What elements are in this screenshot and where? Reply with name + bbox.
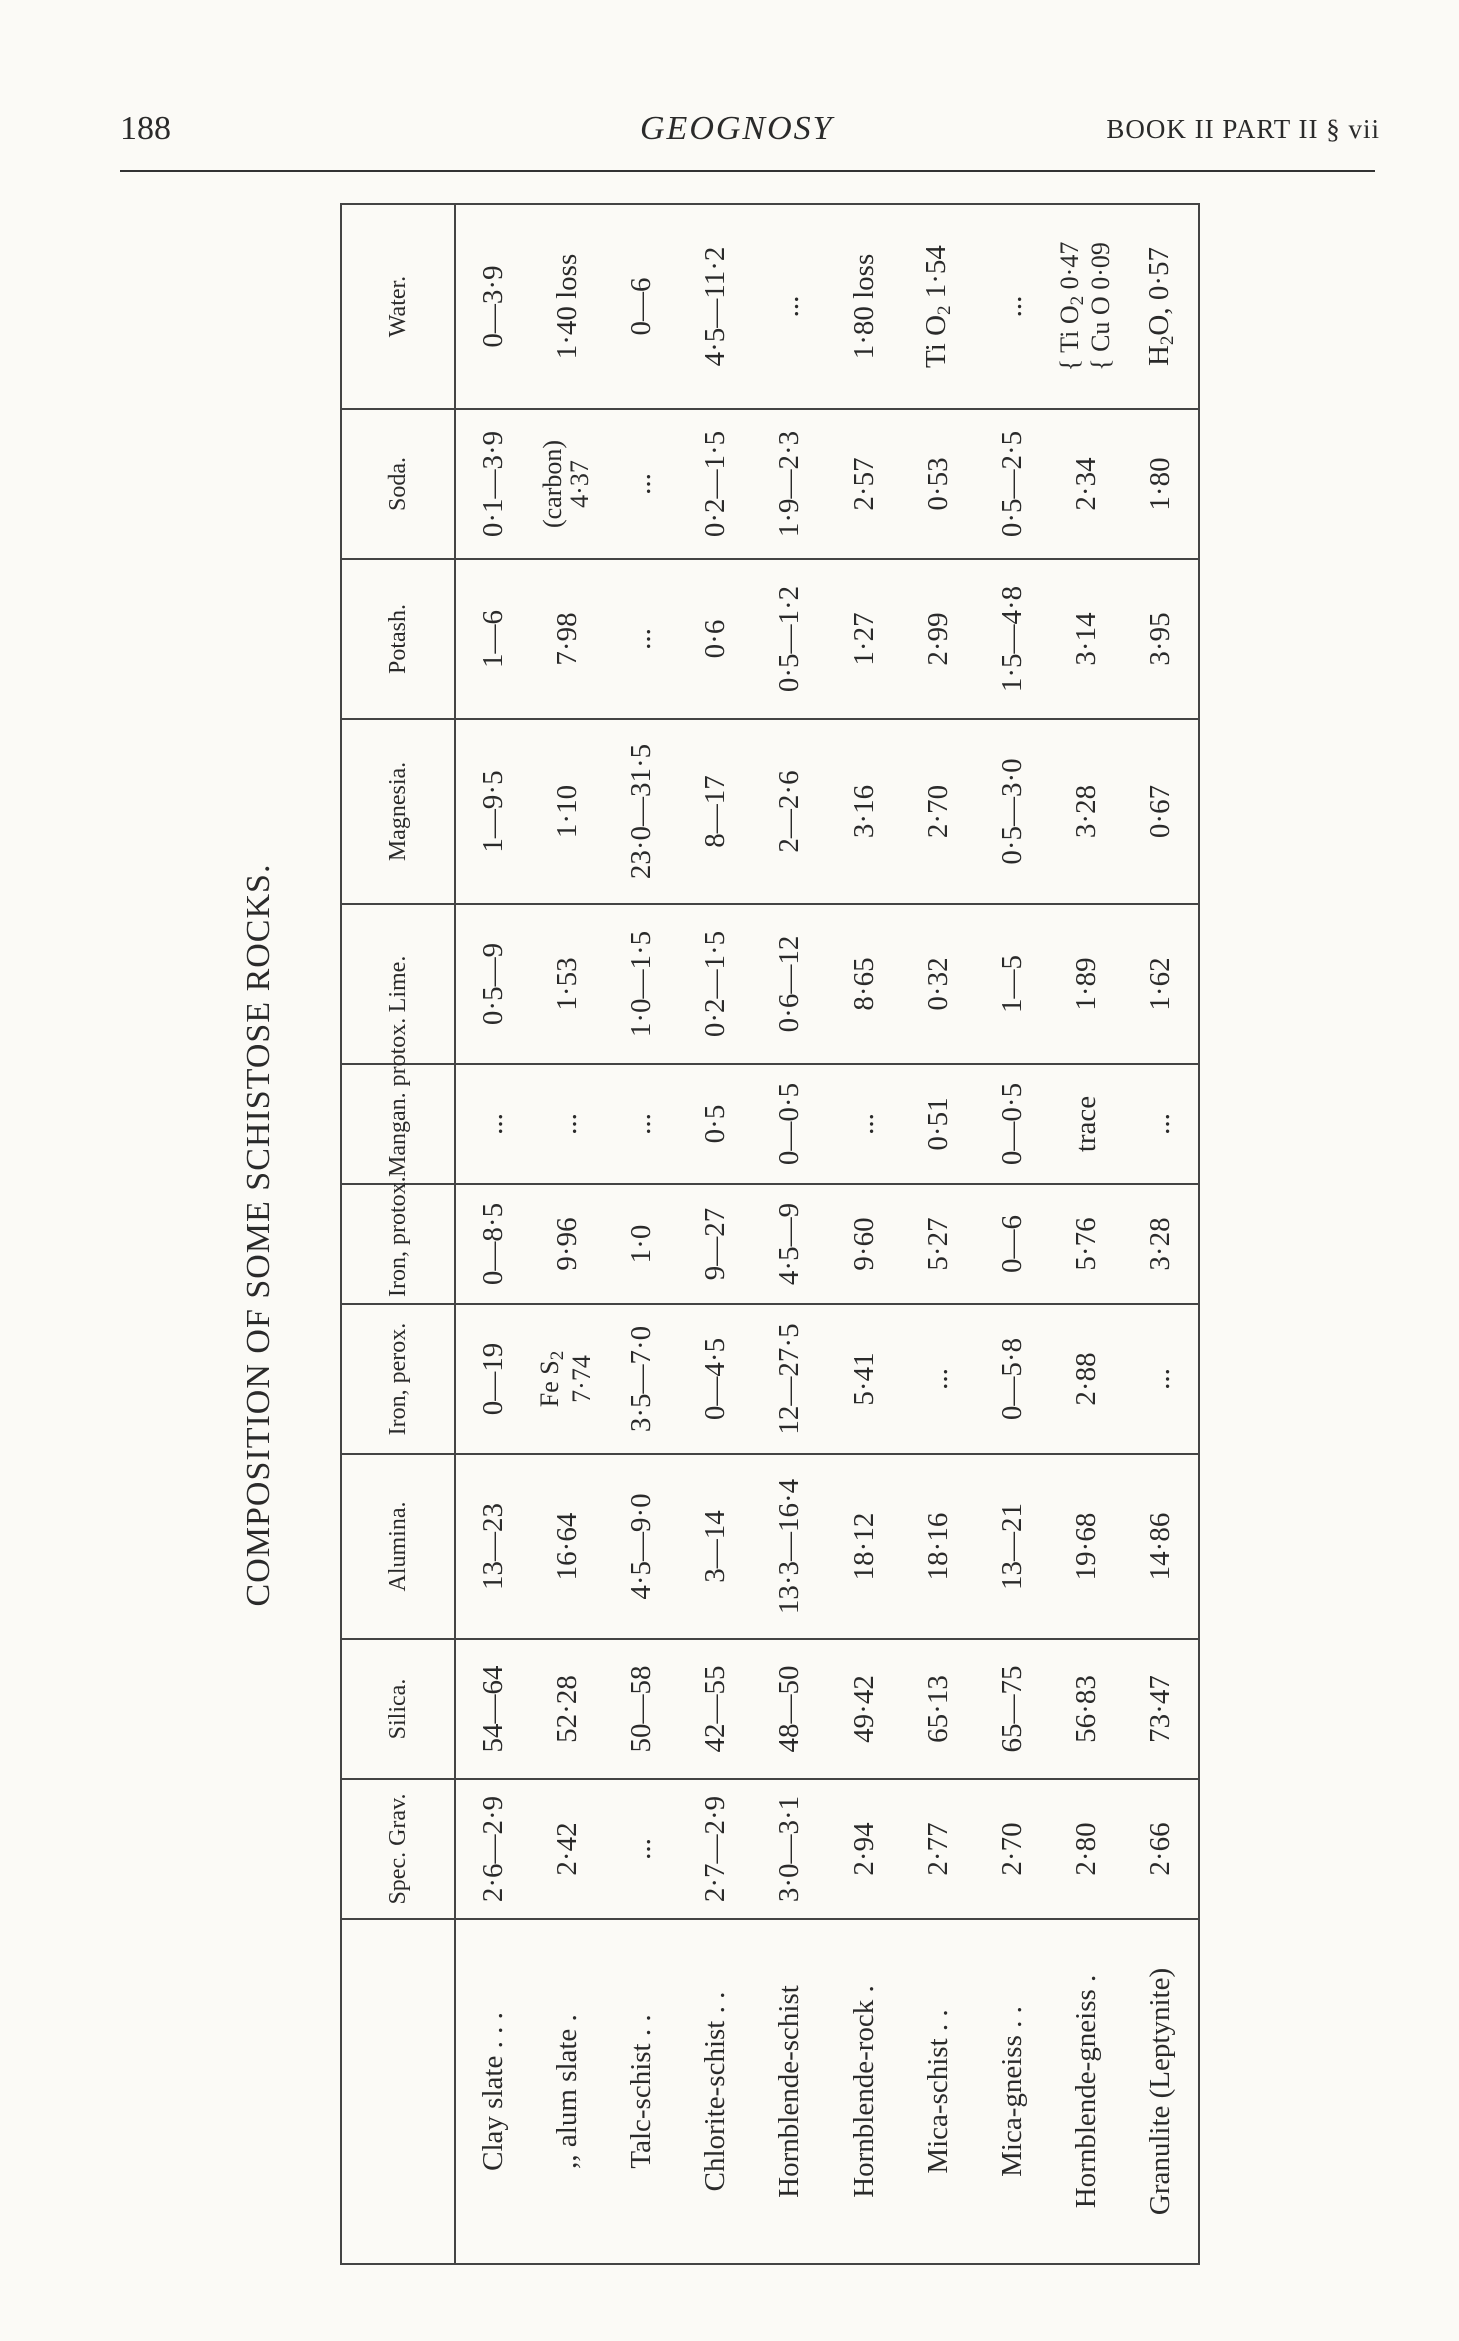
- potash-cell: 3·95: [1124, 559, 1199, 719]
- rock-name-cell: Hornblende-schist: [753, 1919, 827, 2264]
- soda-cell: 2·34: [1049, 409, 1123, 559]
- potash-cell: 2·99: [901, 559, 975, 719]
- potash-cell: 7·98: [530, 559, 604, 719]
- iron-protox-cell: 0—8·5: [455, 1184, 530, 1304]
- lime-cell: 0·5—9: [455, 904, 530, 1064]
- magnesia-cell: 3·16: [827, 719, 901, 904]
- lime-cell: 0·6—12: [753, 904, 827, 1064]
- alumina-cell: 13·3—16·4: [753, 1454, 827, 1639]
- lime-cell: 1·53: [530, 904, 604, 1064]
- iron-perox-cell: ...: [901, 1304, 975, 1454]
- column-header-mangan-protox: Mangan. protox.: [341, 1064, 455, 1184]
- iron-perox-cell: 2·88: [1049, 1304, 1123, 1454]
- silica-cell: 48—50: [753, 1639, 827, 1779]
- rock-name-cell: Talc-schist . .: [604, 1919, 678, 2264]
- potash-cell: 1·5—4·8: [975, 559, 1049, 719]
- column-header-rock: [341, 1919, 455, 2264]
- iron-perox-cell: 0—5·8: [975, 1304, 1049, 1454]
- column-header-magnesia: Magnesia.: [341, 719, 455, 904]
- iron-perox-cell: 3·5—7·0: [604, 1304, 678, 1454]
- water-cell: [1124, 204, 1199, 409]
- lime-cell: 0·2—1·5: [679, 904, 753, 1064]
- alumina-cell: 18·16: [901, 1454, 975, 1639]
- magnesia-cell: 0·5—3·0: [975, 719, 1049, 904]
- spec-grav-cell: 2·6—2·9: [455, 1779, 530, 1919]
- magnesia-cell: 3·28: [1049, 719, 1123, 904]
- water-cell: 4·5—11·2: [679, 204, 753, 409]
- silica-cell: 65·13: [901, 1639, 975, 1779]
- soda-cell: 0·1—3·9: [455, 409, 530, 559]
- table-row: [530, 204, 604, 2264]
- alumina-cell: 19·68: [1049, 1454, 1123, 1639]
- soda-value: 4·37: [565, 460, 595, 508]
- section-reference: BOOK II PART II § vii: [1106, 114, 1380, 144]
- column-header-silica: Silica.: [341, 1639, 455, 1779]
- rock-name-cell: Chlorite-schist . .: [679, 1919, 753, 2264]
- silica-cell: 50—58: [604, 1639, 678, 1779]
- rock-name-cell: Hornblende-rock .: [827, 1919, 901, 2264]
- iron-perox-cell: 5·41: [827, 1304, 901, 1454]
- alumina-cell: 16·64: [530, 1454, 604, 1639]
- water-cell: [901, 204, 975, 409]
- mangan-protox-cell: 0·5: [679, 1064, 753, 1184]
- water-cell: 0—6: [604, 204, 678, 409]
- iron-perox-cell: 0—4·5: [679, 1304, 753, 1454]
- silica-cell: 56·83: [1049, 1639, 1123, 1779]
- rock-name-cell: ,, alum slate .: [530, 1919, 604, 2264]
- soda-cell: 0·5—2·5: [975, 409, 1049, 559]
- iron-perox-cell: ...: [1124, 1304, 1199, 1454]
- iron-protox-cell: 9—27: [679, 1184, 753, 1304]
- running-title: GEOGNOSY: [640, 110, 834, 147]
- column-header-potash: Potash.: [341, 559, 455, 719]
- rock-name-cell: Mica-schist . .: [901, 1919, 975, 2264]
- water-cell: 1·40 loss: [530, 204, 604, 409]
- table-row: [1049, 204, 1123, 2264]
- potash-cell: 0·6: [679, 559, 753, 719]
- silica-cell: 42—55: [679, 1639, 753, 1779]
- iron-protox-cell: 9·96: [530, 1184, 604, 1304]
- header-rule: [120, 170, 1375, 172]
- composition-table: [340, 203, 1200, 2265]
- potash-cell: 3·14: [1049, 559, 1123, 719]
- column-header-lime: Lime.: [341, 904, 455, 1064]
- soda-cell: 1·80: [1124, 409, 1199, 559]
- table-row: [1124, 204, 1199, 2264]
- iron-protox-cell: 0—6: [975, 1184, 1049, 1304]
- column-header-soda: Soda.: [341, 409, 455, 559]
- iron-protox-cell: 4·5—9: [753, 1184, 827, 1304]
- water-subscript: 2: [1156, 335, 1178, 346]
- column-header-alumina: Alumina.: [341, 1454, 455, 1639]
- alumina-cell: 4·5—9·0: [604, 1454, 678, 1639]
- iron-protox-cell: 3·28: [1124, 1184, 1199, 1304]
- potash-cell: ...: [604, 559, 678, 719]
- table-title: COMPOSITION OF SOME SCHISTOSE ROCKS.: [240, 863, 277, 1607]
- water-subscript: 2: [1066, 295, 1088, 306]
- water-cell: 0—3·9: [455, 204, 530, 409]
- spec-grav-cell: 2·66: [1124, 1779, 1199, 1919]
- magnesia-cell: 1—9·5: [455, 719, 530, 904]
- silica-cell: 54—64: [455, 1639, 530, 1779]
- water-copper-value: { Cu O 0·09: [1086, 242, 1116, 371]
- spec-grav-cell: 2·42: [530, 1779, 604, 1919]
- mangan-protox-cell: ...: [604, 1064, 678, 1184]
- mangan-protox-cell: ...: [827, 1064, 901, 1184]
- lime-cell: 8·65: [827, 904, 901, 1064]
- column-header-iron-protox: Iron, protox.: [341, 1184, 455, 1304]
- table-row: [827, 204, 901, 2264]
- soda-cell: 1·9—2·3: [753, 409, 827, 559]
- iron-protox-cell: 5·27: [901, 1184, 975, 1304]
- alumina-cell: 3—14: [679, 1454, 753, 1639]
- water-value: O, 0·57: [1142, 246, 1175, 336]
- silica-cell: 73·47: [1124, 1639, 1199, 1779]
- silica-cell: 49·42: [827, 1639, 901, 1779]
- magnesia-cell: 8—17: [679, 719, 753, 904]
- water-cell: ...: [753, 204, 827, 409]
- table-row: [901, 204, 975, 2264]
- spec-grav-cell: 2·80: [1049, 1779, 1123, 1919]
- magnesia-cell: 2·70: [901, 719, 975, 904]
- magnesia-cell: 2—2·6: [753, 719, 827, 904]
- iron-perox-value: 7·74: [567, 1355, 597, 1403]
- silica-cell: 65—75: [975, 1639, 1049, 1779]
- table-row: [679, 204, 753, 2264]
- soda-note: (carbon): [537, 439, 567, 529]
- rock-name-cell: Granulite (Leptynite): [1124, 1919, 1199, 2264]
- table-row: [753, 204, 827, 2264]
- silica-cell: 52·28: [530, 1639, 604, 1779]
- rock-name-cell: Clay slate . . .: [455, 1919, 530, 2264]
- lime-cell: 0·32: [901, 904, 975, 1064]
- mangan-protox-cell: ...: [1124, 1064, 1199, 1184]
- spec-grav-cell: 2·70: [975, 1779, 1049, 1919]
- alumina-cell: 14·86: [1124, 1454, 1199, 1639]
- water-formula: { Ti O: [1054, 305, 1084, 372]
- table-row: [975, 204, 1049, 2264]
- rock-name-cell: Mica-gneiss . .: [975, 1919, 1049, 2264]
- iron-protox-cell: 1·0: [604, 1184, 678, 1304]
- lime-cell: 1—5: [975, 904, 1049, 1064]
- magnesia-cell: 0·67: [1124, 719, 1199, 904]
- column-header-spec-grav: Spec. Grav.: [341, 1779, 455, 1919]
- mangan-protox-cell: 0—0·5: [753, 1064, 827, 1184]
- magnesia-cell: 1·10: [530, 719, 604, 904]
- water-subscript: 2: [934, 305, 956, 315]
- soda-cell: 0·53: [901, 409, 975, 559]
- potash-cell: 1—6: [455, 559, 530, 719]
- lime-cell: 1·89: [1049, 904, 1123, 1064]
- spec-grav-cell: ...: [604, 1779, 678, 1919]
- iron-perox-cell: 12—27·5: [753, 1304, 827, 1454]
- iron-protox-cell: 5·76: [1049, 1184, 1123, 1304]
- table-row: [455, 204, 530, 2264]
- iron-protox-cell: 9·60: [827, 1184, 901, 1304]
- water-formula: Ti O: [920, 314, 953, 368]
- spec-grav-cell: 2·77: [901, 1779, 975, 1919]
- alumina-cell: 13—23: [455, 1454, 530, 1639]
- water-cell: [1049, 204, 1123, 409]
- water-cell: 1·80 loss: [827, 204, 901, 409]
- page-header: [120, 110, 1380, 160]
- soda-cell: ...: [604, 409, 678, 559]
- iron-perox-cell: 0—19: [455, 1304, 530, 1454]
- lime-cell: 1·0—1·5: [604, 904, 678, 1064]
- rock-name-cell: Hornblende-gneiss .: [1049, 1919, 1123, 2264]
- mangan-protox-cell: ...: [455, 1064, 530, 1184]
- potash-cell: 1·27: [827, 559, 901, 719]
- mangan-protox-cell: 0·51: [901, 1064, 975, 1184]
- iron-perox-cell: [530, 1304, 604, 1454]
- table-header-row: [341, 204, 455, 2264]
- column-header-iron-perox: Iron, perox.: [341, 1304, 455, 1454]
- spec-grav-cell: 2·94: [827, 1779, 901, 1919]
- iron-perox-subscript: 2: [547, 1350, 569, 1361]
- spec-grav-cell: 2·7—2·9: [679, 1779, 753, 1919]
- soda-cell: [530, 409, 604, 559]
- mangan-protox-cell: trace: [1049, 1064, 1123, 1184]
- soda-cell: 0·2—1·5: [679, 409, 753, 559]
- water-value: 0·47: [1054, 241, 1084, 296]
- mangan-protox-cell: ...: [530, 1064, 604, 1184]
- rotated-table-block: [240, 205, 1210, 2265]
- spec-grav-cell: 3·0—3·1: [753, 1779, 827, 1919]
- water-value: 1·54: [920, 245, 953, 306]
- mangan-protox-cell: 0—0·5: [975, 1064, 1049, 1184]
- alumina-cell: 18·12: [827, 1454, 901, 1639]
- water-cell: ...: [975, 204, 1049, 409]
- page-number: 188: [120, 110, 171, 147]
- water-formula: H: [1142, 345, 1175, 367]
- alumina-cell: 13—21: [975, 1454, 1049, 1639]
- column-header-water: Water.: [341, 204, 455, 409]
- lime-cell: 1·62: [1124, 904, 1199, 1064]
- soda-cell: 2·57: [827, 409, 901, 559]
- potash-cell: 0·5—1·2: [753, 559, 827, 719]
- magnesia-cell: 23·0—31·5: [604, 719, 678, 904]
- table-row: [604, 204, 678, 2264]
- iron-perox-formula: Fe S: [535, 1360, 565, 1408]
